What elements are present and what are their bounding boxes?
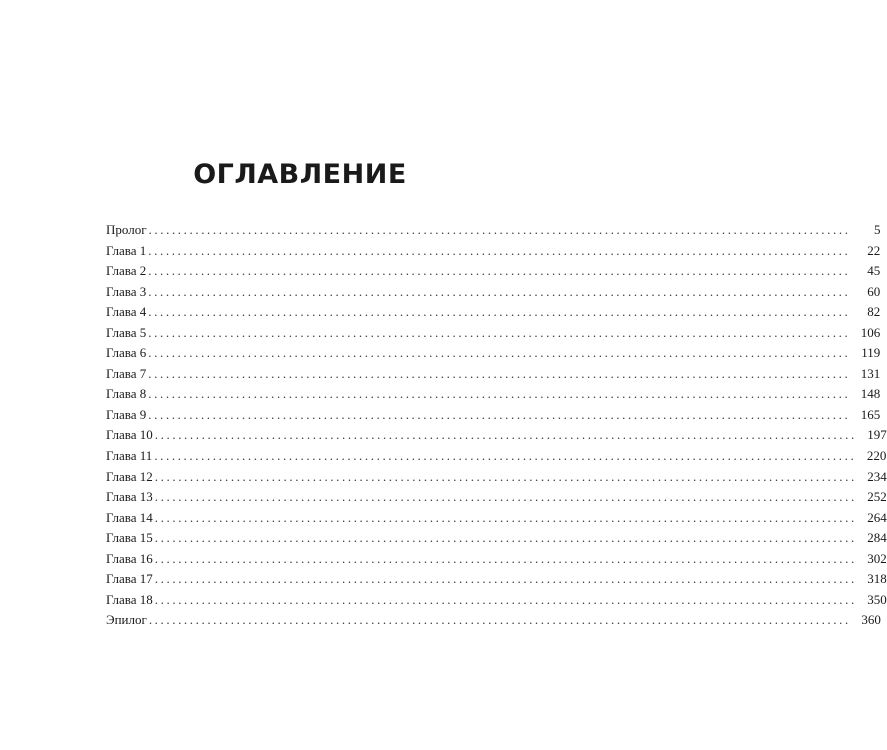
toc-entry-page-number: 220	[866, 448, 887, 464]
toc-entry	[106, 323, 881, 344]
toc-entry-page-number: 234	[867, 468, 887, 484]
toc-entry-page-number: 22	[867, 242, 881, 258]
toc-entry-label: Глава 15	[106, 530, 153, 546]
toc-entry-label: Глава 5	[106, 324, 147, 340]
toc-entry	[106, 364, 881, 385]
dot-leader: ........................................................................................................................	[148, 324, 851, 340]
toc-entry	[106, 569, 887, 590]
toc-entry-label: Глава 16	[106, 550, 153, 566]
toc-entry-page-number: 106	[860, 324, 881, 340]
dot-leader: ........................................................................................................................	[148, 222, 851, 237]
dot-leader: ........................................................................................................................	[148, 365, 851, 381]
toc-entry	[106, 610, 881, 631]
dot-leader: ........................................................................................................................	[154, 591, 857, 607]
toc-entry-label: Глава 13	[106, 489, 153, 505]
toc-entry-label: Глава 11	[106, 448, 153, 464]
dot-leader: ........................................................................................................................	[154, 489, 857, 505]
toc-entry-page-number: 148	[860, 386, 881, 402]
toc-entry-label: Пролог	[106, 222, 147, 237]
toc-entry-page-number: 264	[867, 509, 887, 525]
toc-entry-label: Глава 3	[106, 283, 147, 299]
toc-entry-page-number: 45	[867, 263, 881, 279]
dot-leader: ........................................................................................................................	[148, 263, 851, 279]
dot-leader: ........................................................................................................................	[154, 448, 857, 464]
toc-entry-page-number: 284	[867, 530, 887, 546]
dot-leader: ........................................................................................................................	[148, 406, 851, 422]
toc-entry	[106, 220, 881, 241]
toc-entry-label: Глава 12	[106, 468, 153, 484]
dot-leader: ........................................................................................................................	[154, 468, 857, 484]
toc-entry	[106, 425, 887, 446]
toc-entry-page-number: 119	[861, 345, 881, 361]
toc-entry	[106, 549, 887, 570]
dot-leader: ........................................................................................................................	[148, 345, 851, 361]
dot-leader: ........................................................................................................................	[154, 427, 857, 443]
toc-entry-label: Глава 14	[106, 509, 153, 525]
toc-entry-label: Глава 8	[106, 386, 147, 402]
toc-entry-label: Эпилог	[106, 612, 147, 628]
dot-leader: ........................................................................................................................	[154, 509, 857, 525]
dot-leader: ........................................................................................................................	[154, 530, 857, 546]
toc-entry	[106, 590, 887, 611]
toc-entry-label: Глава 10	[106, 427, 153, 443]
toc-entry-page-number: 318	[867, 571, 887, 587]
toc-entry-label: Глава 9	[106, 406, 147, 422]
toc-entry-page-number: 131	[860, 365, 881, 381]
dot-leader: ........................................................................................................................	[148, 283, 851, 299]
dot-leader: ........................................................................................................................	[148, 304, 851, 320]
toc-entry-page-number: 197	[867, 427, 887, 443]
toc-entry	[106, 487, 887, 508]
dot-leader: ........................................................................................................................	[148, 242, 851, 258]
dot-leader: ........................................................................................................................	[148, 612, 851, 628]
toc-entry-page-number: 165	[860, 406, 881, 422]
toc-entry-page-number: 252	[867, 489, 887, 505]
toc-entry-page-number: 82	[867, 304, 881, 320]
toc-entry-page-number: 302	[867, 550, 887, 566]
dot-leader: ........................................................................................................................	[154, 550, 857, 566]
toc-entry	[106, 528, 887, 549]
toc-entry-label: Глава 1	[106, 242, 147, 258]
toc-entry	[106, 405, 881, 426]
dot-leader: ........................................................................................................................	[154, 571, 857, 587]
toc-entry	[106, 282, 881, 303]
toc-entry	[106, 302, 881, 323]
toc-entry-label: Глава 4	[106, 304, 147, 320]
toc-entry	[106, 384, 881, 405]
toc-entry-page-number: 350	[867, 591, 887, 607]
toc-entry-label: Глава 7	[106, 365, 147, 381]
toc-entry	[106, 241, 881, 262]
dot-leader: ........................................................................................................................	[148, 386, 851, 402]
toc-entry-page-number: 60	[867, 283, 881, 299]
toc-entry	[106, 261, 881, 282]
toc-entry	[106, 343, 881, 364]
toc-entry-label: Глава 18	[106, 591, 153, 607]
toc-entry-label: Глава 2	[106, 263, 147, 279]
toc-entry-page-number: 5	[874, 222, 881, 237]
toc-list	[106, 220, 887, 631]
toc-entry-page-number: 360	[861, 612, 881, 628]
toc-entry-label: Глава 17	[106, 571, 153, 587]
toc-entry	[106, 508, 887, 529]
toc-entry	[106, 446, 887, 467]
toc-entry	[106, 467, 887, 488]
toc-entry-label: Глава 6	[106, 345, 147, 361]
toc-title: ОГЛАВЛЕНИЕ	[193, 159, 407, 190]
